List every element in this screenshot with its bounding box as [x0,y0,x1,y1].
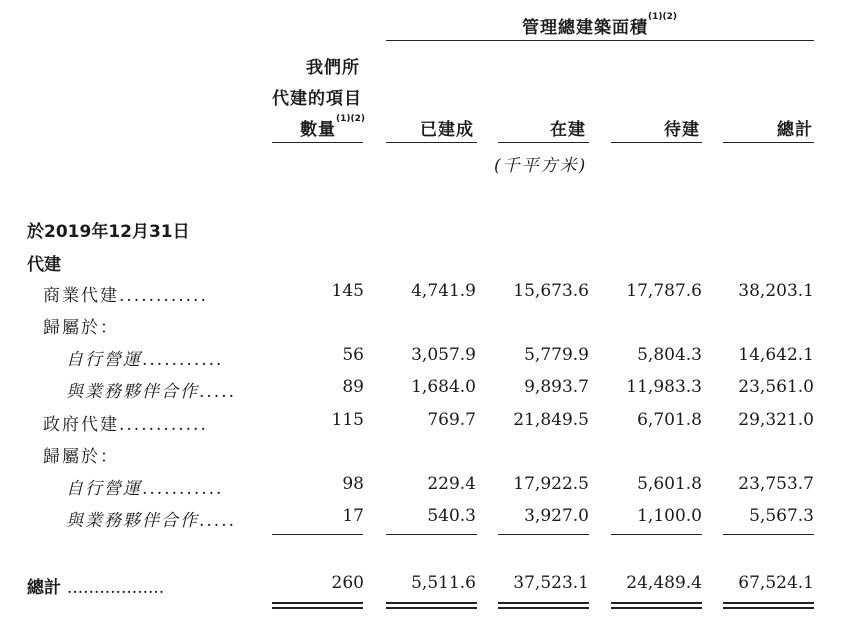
col3-header: 待建 [664,120,700,140]
total-cell: 29,321.0 [738,410,814,430]
under-construction-cell: 21,849.5 [513,410,589,430]
total-label [27,573,164,598]
gfa-group-rule [386,40,814,41]
pending-cell: 6,701.8 [637,410,702,430]
total-cell: 23,753.7 [738,474,814,494]
table-row [0,410,850,436]
subtotal-rule [272,534,363,535]
section-date: 於2019年12月31日 [27,222,190,242]
col0-header-line1: 我們所 [306,58,360,78]
total-double-rule [498,602,589,609]
gfa-group-header [522,13,677,38]
gfa-group-title: 管理總建築面積 [522,18,648,38]
pending-cell: 11,983.3 [626,377,702,397]
total-cell: 14,642.1 [738,345,814,365]
row-label [66,474,223,499]
unit-label: (千平方米) [494,156,588,176]
completed-cell: 1,684.0 [411,377,476,397]
completed-cell: 229.4 [427,474,476,494]
total-under-construction-cell: 37,523.1 [513,573,589,593]
row-leader: ..... [199,382,237,402]
row-label-text: 自行營運 [66,350,142,370]
pending-cell: 1,100.0 [637,506,702,526]
row-label [43,281,208,306]
row-leader: ........... [142,350,224,370]
subtotal-rule [723,534,814,535]
pending-cell: 17,787.6 [626,281,702,301]
total-cell: 5,567.3 [749,506,814,526]
row-label-text: 歸屬於： [43,318,119,338]
under-construction-cell: 15,673.6 [513,281,589,301]
total-label-text: 總計 [27,578,61,598]
completed-cell: 769.7 [427,410,476,430]
table-row [0,474,850,500]
table-row [0,313,850,339]
under-construction-cell: 3,927.0 [524,506,589,526]
row-leader: ..... [199,511,237,531]
row-label-text: 與業務夥伴合作 [66,382,199,402]
pending-cell: 5,601.8 [637,474,702,494]
row-label-text: 政府代建 [43,415,119,435]
table-row [0,506,850,532]
completed-cell: 540.3 [427,506,476,526]
row-label [66,506,236,531]
row-leader: ............ [119,415,208,435]
row-label-text: 自行營運 [66,479,142,499]
col0-header-rule [272,142,363,143]
table-row [0,281,850,307]
project-count-cell: 89 [342,377,364,397]
table-row [0,377,850,403]
subtotal-rule [611,534,702,535]
row-label [43,410,208,435]
row-label-text: 歸屬於： [43,447,119,467]
row-label [66,345,223,370]
subtotal-rule [386,534,477,535]
project-count-cell: 56 [342,345,364,365]
total-double-rule [723,602,814,609]
total-double-rule [272,602,363,609]
total-row [0,573,850,599]
completed-cell: 4,741.9 [411,281,476,301]
subtotal-rule [498,534,589,535]
total-total-cell: 67,524.1 [738,573,814,593]
col3-header-rule [611,142,702,143]
gfa-group-note: (1)(2) [648,12,677,22]
table-row [0,345,850,371]
under-construction-cell: 5,779.9 [524,345,589,365]
total-cell: 38,203.1 [738,281,814,301]
project-count-cell: 145 [331,281,364,301]
project-count-cell: 17 [342,506,364,526]
row-label [66,377,236,402]
project-count-cell: 115 [331,410,364,430]
col1-header-rule [386,142,477,143]
row-label-text: 與業務夥伴合作 [66,511,199,531]
col2-header-rule [498,142,589,143]
total-completed-cell: 5,511.6 [411,573,476,593]
total-pending-cell: 24,489.4 [626,573,702,593]
col4-header: 總計 [777,120,813,140]
col4-header-rule [723,142,814,143]
total-project-count-cell: 260 [331,573,364,593]
col0-header-text: 數量 [300,120,336,140]
pending-cell: 5,804.3 [637,345,702,365]
total-cell: 23,561.0 [738,377,814,397]
col0-header-note: (1)(2) [336,114,365,124]
under-construction-cell: 17,922.5 [513,474,589,494]
row-leader: ........... [142,479,224,499]
col0-header-line3 [300,115,365,140]
col2-header: 在建 [550,120,586,140]
section-title: 代建 [27,255,61,275]
table-row [0,442,850,468]
row-leader: ............ [119,286,208,306]
under-construction-cell: 9,893.7 [524,377,589,397]
total-double-rule [386,602,477,609]
col0-header-line2: 代建的項目 [272,89,362,109]
col1-header: 已建成 [420,120,474,140]
project-count-cell: 98 [342,474,364,494]
total-leader: .................. [66,578,165,598]
total-double-rule [611,602,702,609]
row-label-text: 商業代建 [43,286,119,306]
completed-cell: 3,057.9 [411,345,476,365]
